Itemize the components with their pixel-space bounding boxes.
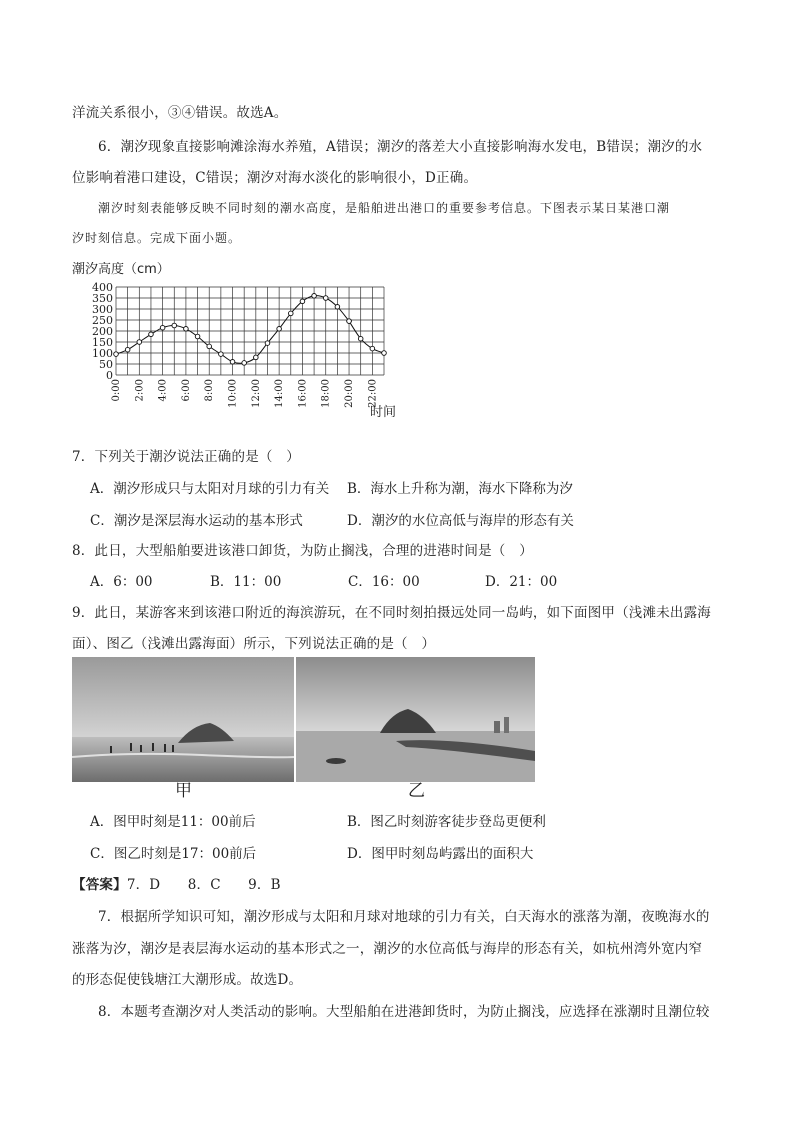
question-7-option-a: A．潮汐形成只与太阳对月球的引力有关	[90, 481, 330, 497]
question-8-stem: 8．此日，大型船舶要进该港口卸货，为防止搁浅，合理的进港时间是（ ）	[72, 543, 533, 559]
caption-jia: 甲	[175, 781, 192, 801]
data-point	[230, 360, 235, 365]
question-9-option-a: A．图甲时刻是11：00前后	[90, 814, 256, 830]
text-line: 6．潮汐现象直接影响滩涂海水养殖，A错误；潮汐的落差大小直接影响海水发电，B错误；潮汐的水	[98, 139, 703, 155]
question-8-option-c: C．16：00	[348, 574, 420, 590]
data-point	[358, 336, 363, 341]
question-7-option-b: B．海水上升称为潮，海水下降称为汐	[347, 481, 573, 497]
data-point	[242, 361, 247, 366]
y-tick-label: 100	[92, 347, 113, 360]
x-tick-label: 10:00	[227, 379, 239, 408]
question-7-option-c: C．潮汐是深层海水运动的基本形式	[90, 513, 303, 529]
data-point	[312, 294, 317, 299]
y-tick-label: 350	[92, 292, 113, 305]
y-axis-label: 潮汐高度（cm）	[72, 262, 170, 277]
x-tick-label: 4:00	[157, 379, 169, 402]
y-tick-label: 300	[92, 303, 113, 316]
data-point	[347, 319, 352, 324]
tide-points	[114, 294, 387, 366]
data-point	[335, 305, 340, 310]
data-point	[254, 355, 259, 360]
data-point	[184, 327, 189, 332]
y-tick-label: 400	[92, 281, 113, 294]
question-9-option-c: C．图乙时刻是17：00前后	[90, 846, 257, 862]
question-8-option-d: D．21：00	[485, 574, 558, 590]
x-tick-labels	[111, 379, 378, 408]
explanation-line: 涨落为汐，潮汐是表层海水运动的基本形式之一，潮汐的水位高低与海岸的形态有关，如杭州湾外宽内窄	[72, 941, 703, 957]
data-point	[137, 340, 142, 345]
data-point	[219, 352, 224, 357]
data-point	[172, 323, 177, 328]
x-tick-label: 16:00	[297, 379, 309, 408]
caption-yi: 乙	[408, 781, 425, 801]
x-tick-label: 2:00	[134, 379, 146, 402]
data-point	[149, 332, 154, 337]
data-point	[195, 334, 200, 339]
question-8-option-b: B．11：00	[210, 574, 282, 590]
y-tick-labels	[92, 281, 113, 382]
data-point	[300, 299, 305, 304]
data-point	[323, 296, 328, 301]
data-point	[288, 311, 293, 316]
question-9-stem-cont: 面）、图乙（浅滩出露海面）所示，下列说法正确的是（ ）	[72, 636, 436, 652]
photo-jia	[72, 657, 294, 782]
data-point	[125, 347, 130, 352]
text-line: 潮汐时刻表能够反映不同时刻的潮水高度，是船舶进出港口的重要参考信息。下图表示某日某港口潮	[98, 201, 671, 215]
answer-label: 【答案】	[72, 877, 127, 893]
photo-yi	[296, 657, 535, 782]
explanation-line: 8．本题考查潮汐对人类活动的影响。大型船舶在进港卸货时，为防止搁浅，应选择在涨潮时且潮位较	[98, 1004, 710, 1020]
question-7-stem: 7．下列关于潮汐说法正确的是（ ）	[72, 449, 300, 465]
tide-chart	[70, 262, 410, 427]
y-tick-label: 150	[92, 336, 113, 349]
question-8-option-a: A．6：00	[90, 574, 153, 590]
x-tick-label: 8:00	[204, 379, 216, 402]
x-tick-label: 22:00	[367, 379, 379, 408]
x-tick-label: 18:00	[320, 379, 332, 408]
x-tick-label: 6:00	[180, 379, 192, 402]
x-tick-label: 20:00	[344, 379, 356, 408]
data-point	[370, 346, 375, 351]
answer-text: 7．D 8．C 9．B	[126, 877, 281, 893]
text-line: 汐时刻信息。完成下面小题。	[72, 231, 242, 245]
data-point	[382, 351, 387, 356]
explanation-line: 的形态促使钱塘江大潮形成。故选D。	[72, 972, 303, 988]
data-point	[114, 352, 119, 357]
series-line	[349, 321, 384, 353]
question-9-option-d: D．图甲时刻岛屿露出的面积大	[347, 846, 534, 862]
answer-line	[72, 873, 281, 893]
text-line: 位影响着港口建设，C错误；潮汐对海水淡化的影响很小，D正确。	[72, 170, 478, 186]
y-tick-label: 50	[99, 358, 113, 371]
x-axis-label: 时间	[370, 405, 397, 420]
y-tick-label: 0	[106, 369, 113, 382]
y-tick-label: 200	[92, 325, 113, 338]
data-point	[207, 344, 212, 349]
x-tick-label: 0:00	[111, 379, 122, 402]
data-point	[265, 341, 270, 346]
data-point	[277, 327, 282, 332]
data-point	[160, 325, 165, 330]
question-7-option-d: D．潮汐的水位高低与海岸的形态有关	[347, 513, 574, 529]
x-tick-label: 14:00	[274, 379, 286, 408]
text-line: 洋流关系很小，③④错误。故选A。	[72, 105, 288, 121]
y-tick-label: 250	[92, 314, 113, 327]
x-tick-label: 12:00	[250, 379, 262, 408]
explanation-line: 7．根据所学知识可知，潮汐形成与太阳和月球对地球的引力有关，白天海水的涨落为潮，夜晚海水的	[98, 909, 710, 925]
question-9-option-b: B．图乙时刻游客徒步登岛更便利	[347, 814, 546, 830]
question-9-stem: 9．此日，某游客来到该港口附近的海滨游玩，在不同时刻拍摄远处同一岛屿，如下面图甲（浅滩未出露海	[72, 605, 711, 621]
